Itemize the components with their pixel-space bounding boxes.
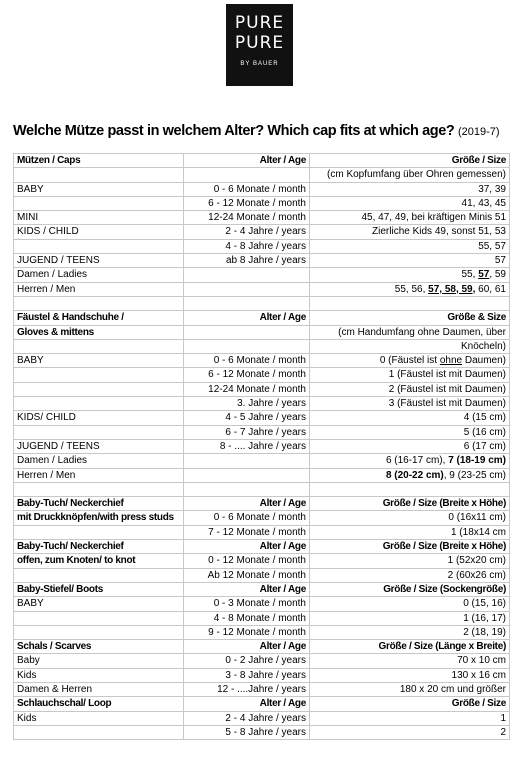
heading-year: (2019-7) (457, 126, 500, 138)
caps-header-size: Größe / Size (310, 154, 510, 168)
caps-header-label: Mützen / Caps (14, 154, 184, 168)
table-row: BABY 0 - 6 Monate / month 0 (Fäustel ist ohne Daumen) (14, 354, 510, 368)
caps-header-row (14, 154, 510, 168)
table-row: 7 - 12 Monate / month 1 (18x14 cm (14, 525, 510, 539)
table-row: 4 - 8 Jahre / years 55, 57 (14, 239, 510, 253)
spacer-row (14, 296, 510, 310)
boots-header-row: Baby-Stiefel/ Boots Alter / Age Größe / Size (Sockengröße) (14, 582, 510, 596)
neckerchief-studs-header-row: Baby-Tuch/ Neckerchief Alter / Age Größe / Size (Breite x Höhe) (14, 497, 510, 511)
table-row: 6 - 12 Monate / month 1 (Fäustel ist mit Daumen) (14, 368, 510, 382)
table-row: BABY 0 - 6 Monate / month 37, 39 (14, 182, 510, 196)
gloves-header-size: Größe & Size (310, 311, 510, 325)
scarves-header-row: Schals / Scarves Alter / Age Größe / Size (Länge x Breite) (14, 640, 510, 654)
caps-subheader-row (14, 168, 510, 182)
table-row: offen, zum Knoten/ to knot 0 - 12 Monate / month 1 (52x20 cm) (14, 554, 510, 568)
table-row: 9 - 12 Monate / month 2 (18, 19) (14, 625, 510, 639)
table-row: mit Druckknöpfen/with press studs 0 - 6 Monate / month 0 (16x11 cm) (14, 511, 510, 525)
gloves-subheader-row: Knöcheln) (14, 339, 510, 353)
gloves-header-label: Fäustel & Handschuhe / (14, 311, 184, 325)
gloves-header-row (14, 311, 510, 325)
table-row: KIDS/ CHILD 4 - 5 Jahre / years 4 (15 cm) (14, 411, 510, 425)
gloves-header-age: Alter / Age (184, 311, 310, 325)
logo-word-2: PURE (234, 33, 285, 53)
caps-subheader: (cm Kopfumfang über Ohren gemessen) (310, 168, 510, 182)
table-row: Herren / Men 55, 56, 57, 58, 59, 60, 61 (14, 282, 510, 296)
table-row: BABY 0 - 3 Monate / month 0 (15, 16) (14, 597, 510, 611)
table-row: 3. Jahre / years 3 (Fäustel ist mit Daumen) (14, 397, 510, 411)
size-table (13, 153, 510, 740)
table-row: MINI 12-24 Monate / month 45, 47, 49, bei kräftigen Minis 51 (14, 211, 510, 225)
loop-header-row: Schlauchschal/ Loop Alter / Age Größe / Size (14, 697, 510, 711)
table-row: 12-24 Monate / month 2 (Fäustel ist mit Daumen) (14, 382, 510, 396)
table-row: Herren / Men 8 (20-22 cm), 9 (23-25 cm) (14, 468, 510, 482)
table-row: Damen & Herren 12 - ....Jahre / years 180 x 20 cm und größer (14, 682, 510, 696)
heading-main: Welche Mütze passt in welchem Alter? Which cap fits at which age? (13, 123, 455, 139)
table-row: Damen / Ladies 55, 57, 59 (14, 268, 510, 282)
pure-pure-logo (226, 4, 293, 86)
table-row: 4 - 8 Monate / month 1 (16, 17) (14, 611, 510, 625)
table-row: JUGEND / TEENS ab 8 Jahre / years 57 (14, 254, 510, 268)
table-row: 6 - 7 Jahre / years 5 (16 cm) (14, 425, 510, 439)
table-row: Baby 0 - 2 Jahre / years 70 x 10 cm (14, 654, 510, 668)
table-row: Damen / Ladies 6 (16-17 cm), 7 (18-19 cm) (14, 454, 510, 468)
spacer-row (14, 482, 510, 496)
logo-subtitle: BY BAUER (240, 61, 279, 67)
gloves-subheader-row: Gloves & mittens (cm Handumfang ohne Daumen, über (14, 325, 510, 339)
page-heading (13, 123, 500, 139)
logo-word-1: PURE (234, 13, 285, 33)
table-row: Kids 3 - 8 Jahre / years 130 x 16 cm (14, 668, 510, 682)
table-row: Kids 2 - 4 Jahre / years 1 (14, 711, 510, 725)
table-row: KIDS / CHILD 2 - 4 Jahre / years Zierliche Kids 49, sonst 51, 53 (14, 225, 510, 239)
caps-header-age: Alter / Age (184, 154, 310, 168)
table-row: 5 - 8 Jahre / years 2 (14, 725, 510, 739)
table-row: Ab 12 Monate / month 2 (60x26 cm) (14, 568, 510, 582)
neckerchief-knot-header-row: Baby-Tuch/ Neckerchief Alter / Age Größe / Size (Breite x Höhe) (14, 540, 510, 554)
table-row: JUGEND / TEENS 8 - .... Jahre / years 6 (17 cm) (14, 439, 510, 453)
table-row: 6 - 12 Monate / month 41, 43, 45 (14, 196, 510, 210)
